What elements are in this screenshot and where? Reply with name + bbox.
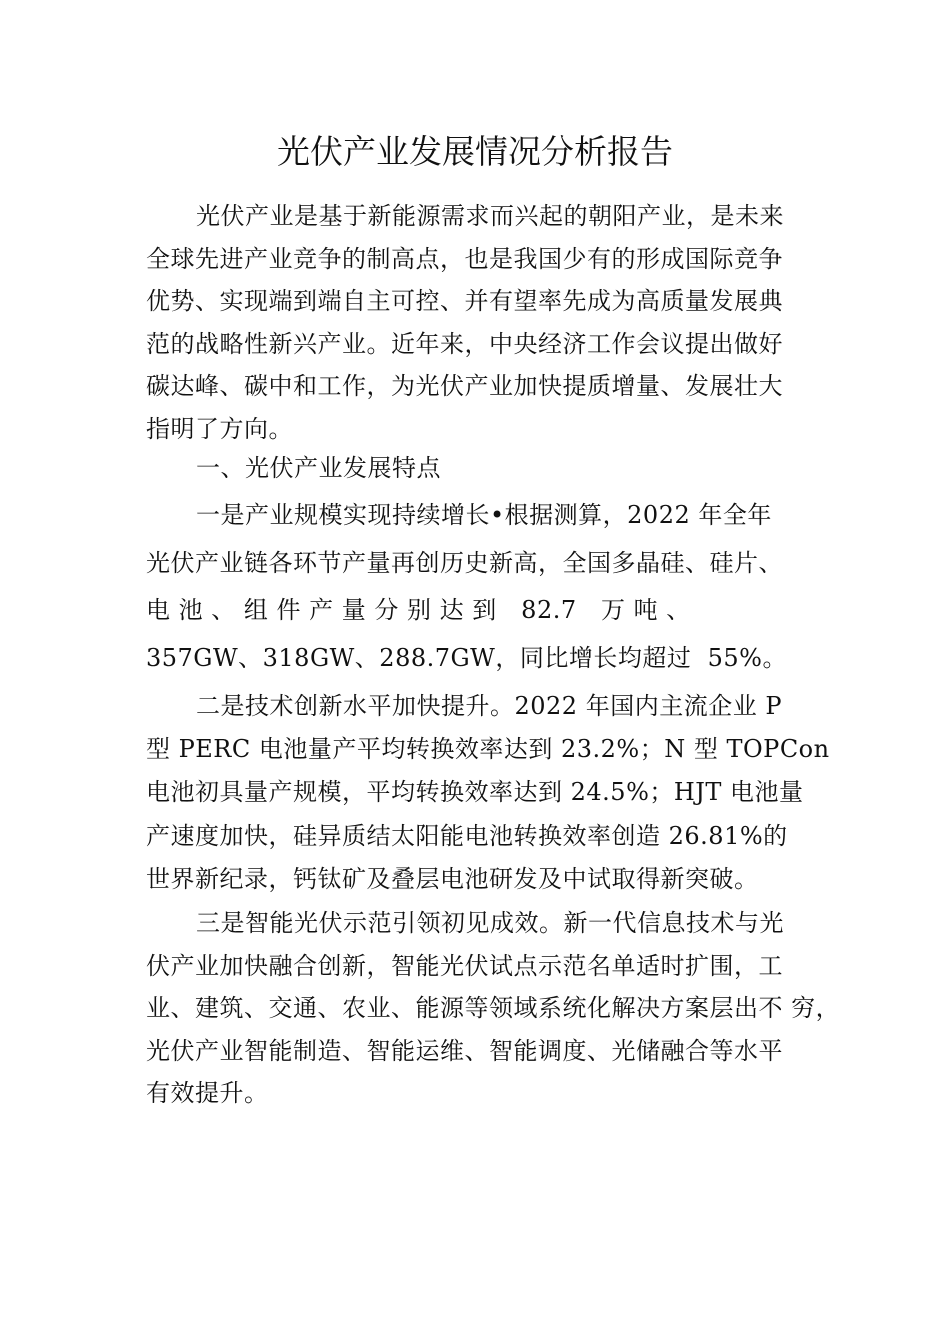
paragraph-line: 有效提升。 — [146, 1079, 269, 1108]
paragraph-line: 范的战略性新兴产业。近年来，中央经济工作会议提出做好 — [146, 329, 783, 358]
paragraph-line: 指明了方向。 — [146, 414, 293, 443]
paragraph-line: 三是智能光伏示范引领初见成效。新一代信息技术与光 — [196, 909, 784, 937]
paragraph-line: 伏产业加快融合创新，智能光伏试点示范名单适时扩围，工 — [146, 951, 783, 980]
point-one-paragraph — [146, 492, 816, 682]
paragraph-line: 碳达峰、碳中和工作，为光伏产业加快提质增量、发展壮大 — [146, 372, 783, 401]
paragraph-line: 一是产业规模实现持续增长•根据测算，2022 年全年 — [196, 501, 772, 529]
section-heading — [146, 447, 816, 490]
paragraph-line: 二是技术创新水平加快提升。2022 年国内主流企业 P — [196, 692, 782, 720]
section-heading-text: 一、光伏产业发展特点 — [196, 454, 441, 482]
paragraph-line: 光伏产业链各环节产量再创历史新高，全国多晶硅、硅片、 — [146, 548, 783, 577]
paragraph-line: 357GW、318GW、288.7GW，同比增长均超过 55%。 — [146, 643, 787, 672]
paragraph-line: 优势、实现端到端自主可控、并有望率先成为高质量发展典 — [146, 287, 783, 316]
paragraph-line: 业、建筑、交通、农业、能源等领域系统化解决方案层出不 穷， — [146, 994, 841, 1023]
document-title: 光伏产业发展情况分析报告 — [277, 132, 673, 171]
intro-paragraph — [146, 195, 816, 451]
point-two-paragraph — [146, 685, 830, 901]
paragraph-line: 产速度加快，硅异质结太阳能电池转换效率创造 26.81%的 — [146, 821, 788, 850]
paragraph-line: 光伏产业智能制造、智能运维、智能调度、光储融合等水平 — [146, 1036, 783, 1065]
paragraph-line: 全球先进产业竞争的制高点，也是我国少有的形成国际竞争 — [146, 244, 783, 273]
paragraph-line: 型 PERC 电池量产平均转换效率达到 23.2%；N 型 TOPCon — [146, 735, 830, 764]
paragraph-line: 世界新纪录，钙钛矿及叠层电池研发及中试取得新突破。 — [146, 864, 759, 893]
paragraph-line: 光伏产业是基于新能源需求而兴起的朝阳产业，是未来 — [196, 202, 784, 230]
point-three-paragraph — [146, 902, 841, 1115]
paragraph-line: 电 池 、 组 件 产 量 分 别 达 到 82.7 万 吨 、 — [146, 596, 691, 624]
paragraph-line: 电池初具量产规模，平均转换效率达到 24.5%；HJT 电池量 — [146, 778, 804, 807]
